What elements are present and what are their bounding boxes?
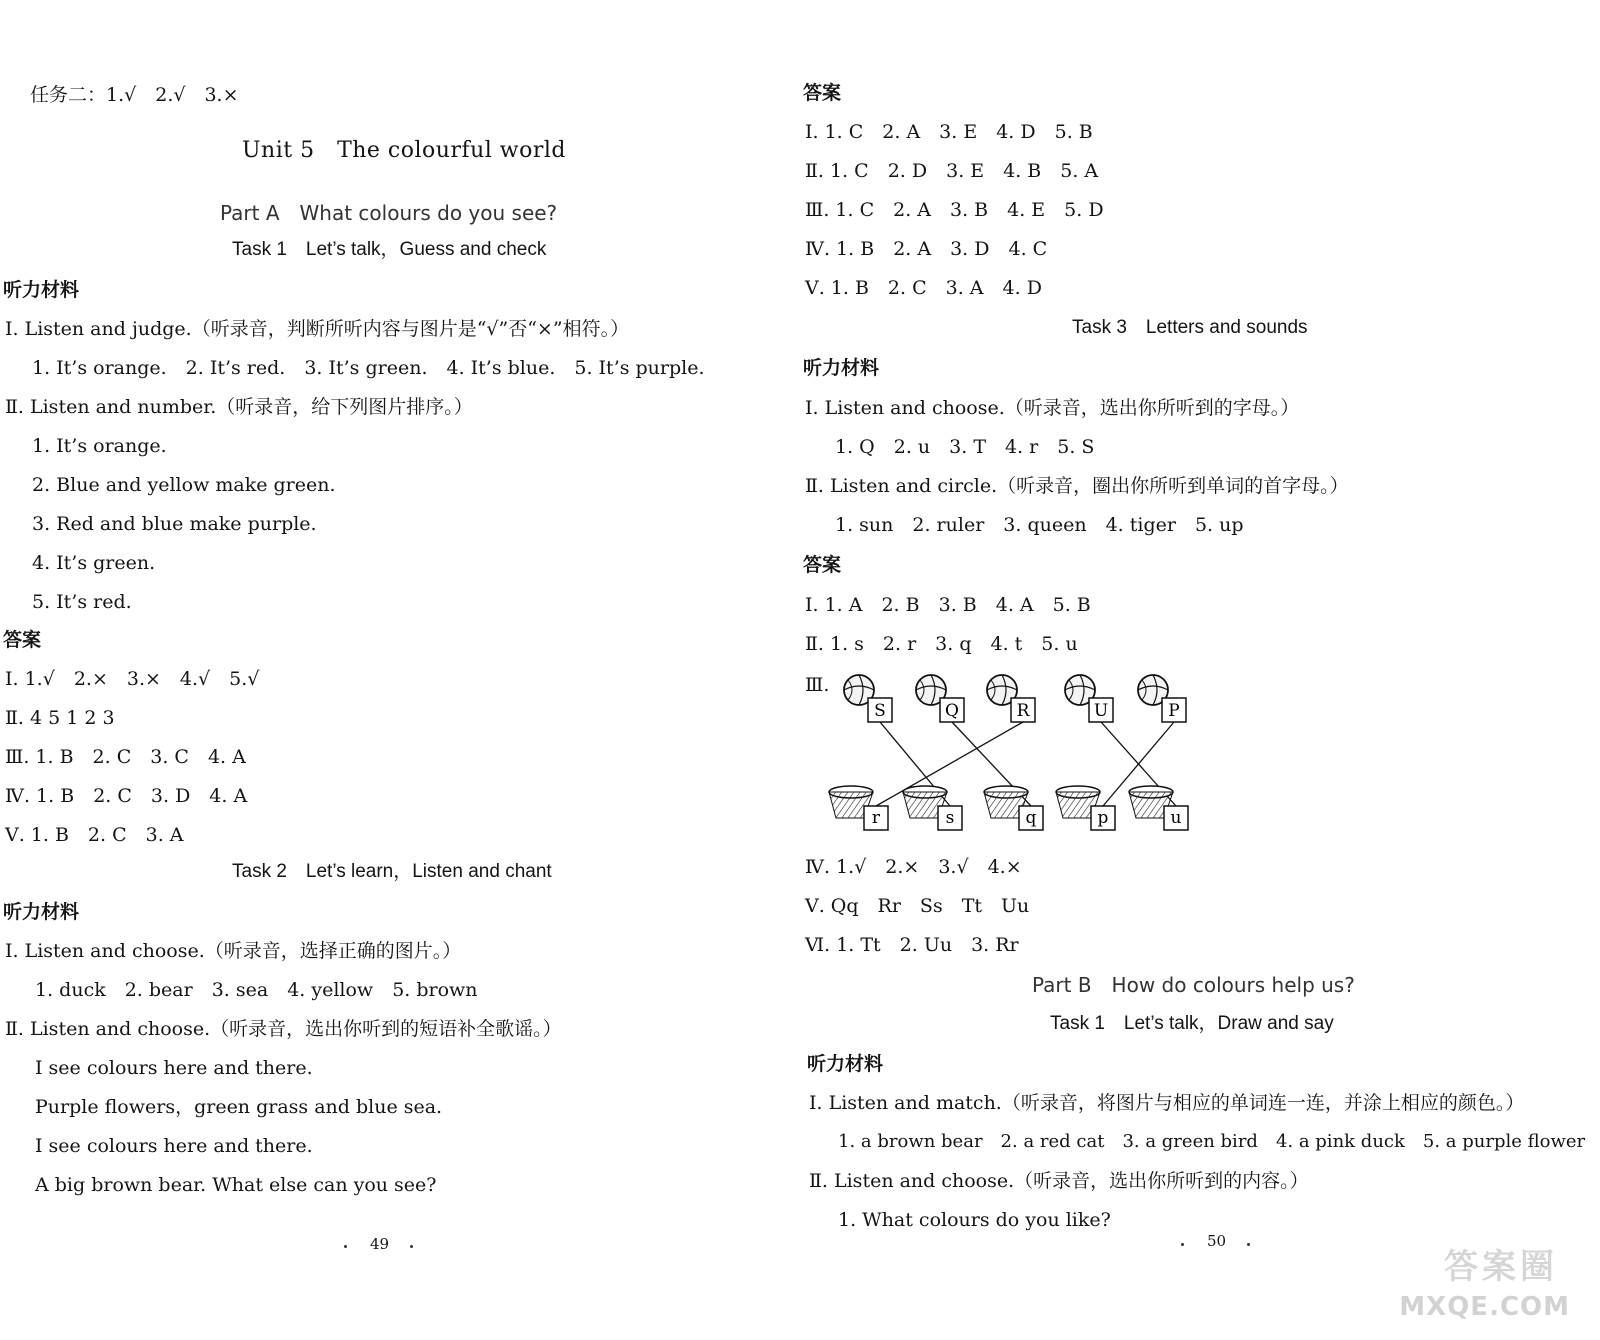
- bottom-letter: q: [1025, 808, 1037, 828]
- answers-heading: 答案: [803, 82, 842, 104]
- exercise-heading: Ⅱ. Listen and number.（听录音，给下列图片排序。）: [5, 396, 473, 418]
- left-page: [0, 0, 790, 1340]
- listening-heading: 听力材料: [3, 279, 80, 301]
- unit-title: Unit 5 The colourful world: [242, 138, 567, 163]
- page-number-dot: [1181, 1243, 1184, 1246]
- exercise-item: 2. Blue and yellow make green.: [32, 474, 336, 496]
- chant-line: A big brown bear. What else can you see?: [35, 1174, 437, 1196]
- basketball-row: [844, 675, 1186, 722]
- basket-u: [1129, 786, 1188, 830]
- page-number-dot: [344, 1245, 347, 1248]
- letter-matching-diagram: [800, 668, 1220, 840]
- top-letter: P: [1168, 701, 1180, 721]
- exercise-item: 4. It’s green.: [32, 552, 156, 574]
- answer-line: Ⅰ. 1.√ 2.× 3.× 4.√ 5.√: [5, 668, 260, 690]
- answer-line: Ⅵ. 1. Tt 2. Uu 3. Rr: [805, 934, 1019, 956]
- answer-line: Ⅲ. 1. B 2. C 3. C 4. A: [5, 746, 246, 768]
- exercise-heading: Ⅰ. Listen and choose.（听录音，选择正确的图片。）: [5, 940, 462, 962]
- basket-p: [1056, 786, 1115, 830]
- basketball-u: [1065, 675, 1113, 722]
- exercise-item: 5. It’s red.: [32, 591, 132, 613]
- chant-line: I see colours here and there.: [35, 1135, 313, 1157]
- basketball-s: [844, 675, 892, 722]
- basket-r: [829, 786, 888, 830]
- exercise-items: 1. sun 2. ruler 3. queen 4. tiger 5. up: [835, 514, 1244, 536]
- part-a-title: Part A What colours do you see?: [220, 201, 558, 225]
- top-letter: S: [874, 701, 886, 721]
- task3-title: Task 3 Letters and sounds: [1072, 317, 1308, 338]
- watermark-url: MXQE.COM: [1399, 1292, 1570, 1322]
- exercise-items: 1. a brown bear 2. a red cat 3. a green bird 4. a pink duck 5. a purple flower: [838, 1131, 1586, 1152]
- bottom-letter: p: [1097, 808, 1109, 828]
- listening-heading: 听力材料: [3, 901, 80, 923]
- part-b-title: Part B How do colours help us?: [1032, 973, 1355, 997]
- task-two-answers: 任务二：1.√ 2.√ 3.×: [30, 84, 239, 106]
- answer-line: Ⅰ. 1. A 2. B 3. B 4. A 5. B: [805, 594, 1091, 616]
- answer-line: Ⅱ. 1. C 2. D 3. E 4. B 5. A: [805, 160, 1099, 182]
- chant-line: I see colours here and there.: [35, 1057, 313, 1079]
- exercise-item: 1. What colours do you like?: [838, 1209, 1111, 1231]
- exercise-items: 1. Q 2. u 3. T 4. r 5. S: [835, 436, 1095, 458]
- listening-heading: 听力材料: [803, 357, 880, 379]
- chant-line: Purple flowers，green grass and blue sea.: [35, 1096, 443, 1118]
- bottom-letter: s: [945, 808, 955, 828]
- top-letter: Q: [945, 701, 959, 721]
- exercise-heading: Ⅱ. Listen and choose.（听录音，选出你听到的短语补全歌谣。）: [5, 1018, 562, 1040]
- exercise-heading: Ⅱ. Listen and choose.（听录音，选出你所听到的内容。）: [809, 1170, 1309, 1192]
- exercise-items: 1. duck 2. bear 3. sea 4. yellow 5. brown: [35, 979, 478, 1001]
- task1b-title: Task 1 Let’s talk，Draw and say: [1050, 1013, 1334, 1034]
- answer-line: Ⅳ. 1. B 2. C 3. D 4. A: [5, 785, 248, 807]
- basket-s: [903, 786, 962, 830]
- page-number: 50: [1207, 1232, 1227, 1250]
- bottom-letter: r: [871, 808, 881, 828]
- exercise-item: 1. It’s orange.: [32, 435, 167, 457]
- top-letter: R: [1016, 701, 1030, 721]
- listening-heading: 听力材料: [807, 1053, 884, 1075]
- answer-line: Ⅴ. 1. B 2. C 3. A 4. D: [805, 277, 1042, 299]
- watermark: [1398, 1248, 1588, 1330]
- exercise-heading: Ⅰ. Listen and choose.（听录音，选出你所听到的字母。）: [805, 397, 1300, 419]
- basketball-p: [1138, 675, 1186, 722]
- basket-row: [829, 786, 1188, 830]
- top-letter: U: [1093, 701, 1109, 721]
- answer-line: Ⅲ. 1. C 2. A 3. B 4. E 5. D: [805, 199, 1104, 221]
- exercise-heading: Ⅰ. Listen and judge.（听录音，判断所听内容与图片是“√”否“×”相符。）: [5, 318, 630, 340]
- answer-line: Ⅱ. 1. s 2. r 3. q 4. t 5. u: [805, 633, 1078, 655]
- bottom-letter: u: [1170, 808, 1182, 828]
- exercise-items: 1. It’s orange. 2. It’s red. 3. It’s green. 4. It’s blue. 5. It’s purple.: [32, 357, 705, 379]
- basketball-q: [916, 675, 964, 722]
- page-number-dot: [1247, 1243, 1250, 1246]
- exercise-item: 3. Red and blue make purple.: [32, 513, 317, 535]
- answer-line: Ⅴ. 1. B 2. C 3. A: [5, 824, 184, 846]
- page-number: 49: [370, 1235, 390, 1253]
- basketball-r: [987, 675, 1035, 722]
- exercise-heading: Ⅰ. Listen and match.（听录音，将图片与相应的单词连一连，并涂上相应的颜色。）: [809, 1092, 1525, 1114]
- task2-title: Task 2 Let’s learn，Listen and chant: [232, 861, 552, 882]
- answer-line: Ⅳ. 1. B 2. A 3. D 4. C: [805, 238, 1048, 260]
- task1-title: Task 1 Let’s talk，Guess and check: [232, 239, 547, 260]
- basket-q: [984, 786, 1043, 830]
- answer-line: Ⅰ. 1. C 2. A 3. E 4. D 5. B: [805, 121, 1093, 143]
- answer-label: Ⅲ.: [805, 674, 830, 696]
- answers-heading: 答案: [803, 554, 842, 576]
- answer-line: Ⅴ. Qq Rr Ss Tt Uu: [805, 895, 1030, 917]
- watermark-logo-text: 答案圈: [1444, 1247, 1558, 1287]
- page-number-dot: [410, 1245, 413, 1248]
- exercise-heading: Ⅱ. Listen and circle.（听录音，圈出你所听到单词的首字母。）: [805, 475, 1349, 497]
- answers-heading: 答案: [3, 629, 42, 651]
- answer-line: Ⅳ. 1.√ 2.× 3.√ 4.×: [805, 856, 1022, 878]
- answer-line: Ⅱ. 4 5 1 2 3: [5, 707, 115, 729]
